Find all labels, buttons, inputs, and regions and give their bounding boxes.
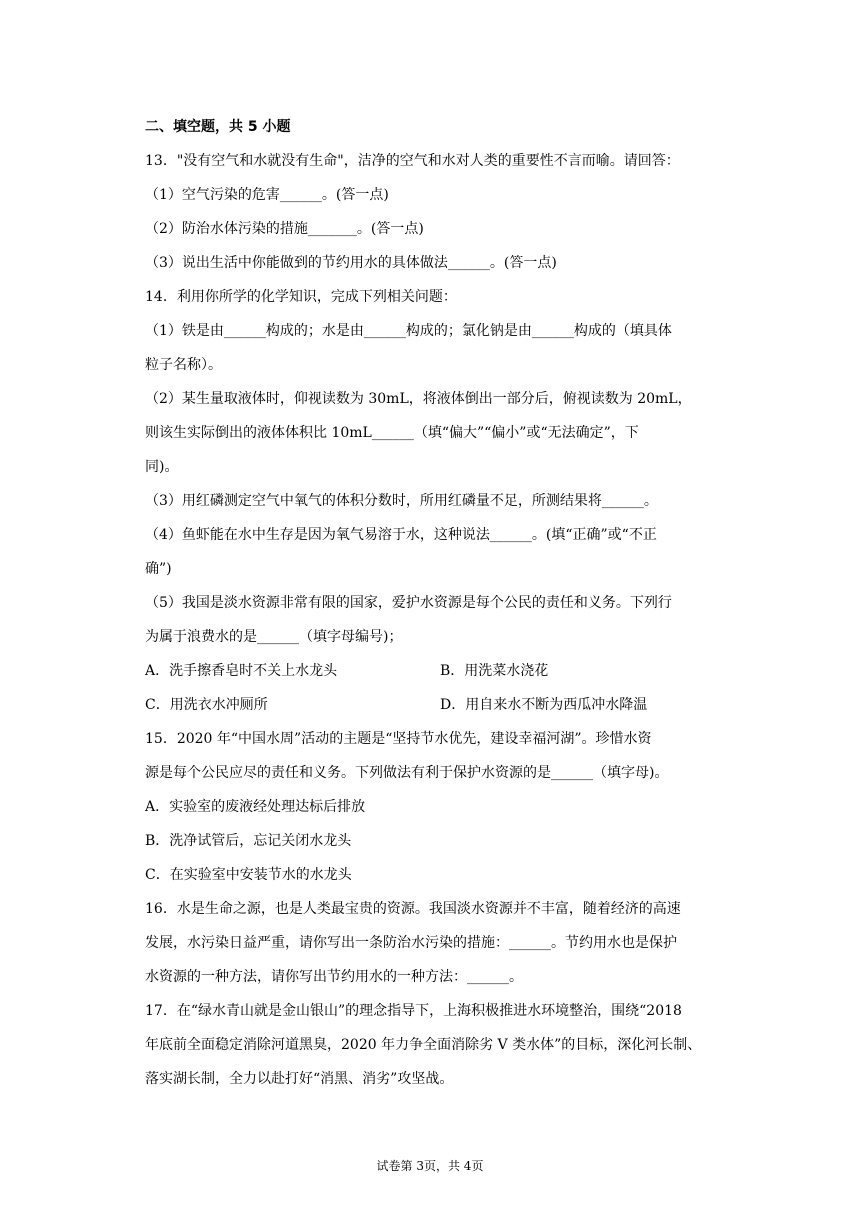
q15-stem-line-1: 15．2020 年“中国水周”活动的主题是“坚持节水优先，建设幸福河湖”。珍惜水资 <box>145 731 652 747</box>
q14-option-a: A．洗手擦香皂时不关上水龙头 <box>145 663 338 679</box>
q14-part-2-line-1: （2）某生量取液体时，仰视读数为 30mL，将液体倒出一部分后，俯视读数为 20mL， <box>145 391 692 407</box>
q14-stem: 14．利用你所学的化学知识，完成下列相关问题： <box>145 289 457 305</box>
exam-page-content <box>145 110 735 1096</box>
q15-option-b: B．洗净试管后，忘记关闭水龙头 <box>145 833 352 849</box>
q14-part-4-line-2: 确”) <box>145 561 172 577</box>
q16-line-3: 水资源的一种方法，请你写出节约用水的一种方法：______。 <box>145 969 523 985</box>
question-17 <box>145 994 735 1096</box>
q16-line-2: 发展，水污染日益严重，请你写出一条防治水污染的措施：______。节约用水也是保护 <box>145 935 677 951</box>
q14-option-c: C．用洗衣水冲厕所 <box>145 697 268 713</box>
q13-stem: 13．"没有空气和水就没有生命"，洁净的空气和水对人类的重要性不言而喻。请回答： <box>145 153 680 169</box>
q14-options-row-1 <box>145 654 735 688</box>
question-15 <box>145 722 735 892</box>
q17-line-2: 年底前全面稳定消除河道黑臭，2020 年力争全面消除劣 V 类水体”的目标，深化河长制、 <box>145 1037 702 1053</box>
q14-part-1-line-2: 粒子名称）。 <box>145 357 222 373</box>
question-13 <box>145 144 735 280</box>
q14-part-2-line-2: 则该生实际倒出的液体体积比 10mL______（填“偏大”“偏小”或“无法确定”，下 <box>145 425 639 441</box>
q17-line-3: 落实湖长制，全力以赴打好“消黑、消劣”攻坚战。 <box>145 1071 454 1087</box>
question-16 <box>145 892 735 994</box>
q17-line-1: 17．在“绿水青山就是金山银山”的理念指导下，上海积极推进水环境整治，围绕“2018 <box>145 1003 682 1019</box>
page-footer: 试卷第 3页，共 4页 <box>376 1159 484 1173</box>
q15-option-c: C．在实验室中安装节水的水龙头 <box>145 867 352 883</box>
q13-part-1: （1）空气污染的危害______。(答一点) <box>145 187 389 203</box>
section-heading: 二、填空题，共 5 小题 <box>145 119 291 135</box>
q14-part-2-line-3: 同)。 <box>145 459 179 475</box>
q14-part-3: （3）用红磷测定空气中氧气的体积分数时，所用红磷量不足，所测结果将______。 <box>145 493 658 509</box>
q14-option-b: B．用洗菜水浇花 <box>440 663 549 679</box>
q14-part-1-line-1: （1）铁是由______构成的；水是由______构成的；氯化钠是由______构成的（填具体 <box>145 323 672 339</box>
q13-part-2: （2）防治水体污染的措施_______。(答一点) <box>145 221 424 237</box>
q14-option-d: D．用自来水不断为西瓜冲水降温 <box>440 697 648 713</box>
q14-part-5-line-1: （5）我国是淡水资源非常有限的国家，爱护水资源是每个公民的责任和义务。下列行 <box>145 595 672 611</box>
q13-part-3: （3）说出生活中你能做到的节约用水的具体做法______。(答一点) <box>145 255 557 271</box>
q16-line-1: 16．水是生命之源，也是人类最宝贵的资源。我国淡水资源并不丰富，随着经济的高速 <box>145 901 681 917</box>
question-14 <box>145 280 735 722</box>
q14-part-4-line-1: （4）鱼虾能在水中生存是因为氧气易溶于水，这种说法______。(填“正确”或“不正 <box>145 527 657 543</box>
q15-stem-line-2: 源是每个公民应尽的责任和义务。下列做法有利于保护水资源的是______（填字母)。 <box>145 765 669 781</box>
q14-part-5-line-2: 为属于浪费水的是______（填字母编号)； <box>145 629 403 645</box>
q14-options-row-2 <box>145 688 735 722</box>
q15-option-a: A．实验室的废液经处理达标后排放 <box>145 799 366 815</box>
